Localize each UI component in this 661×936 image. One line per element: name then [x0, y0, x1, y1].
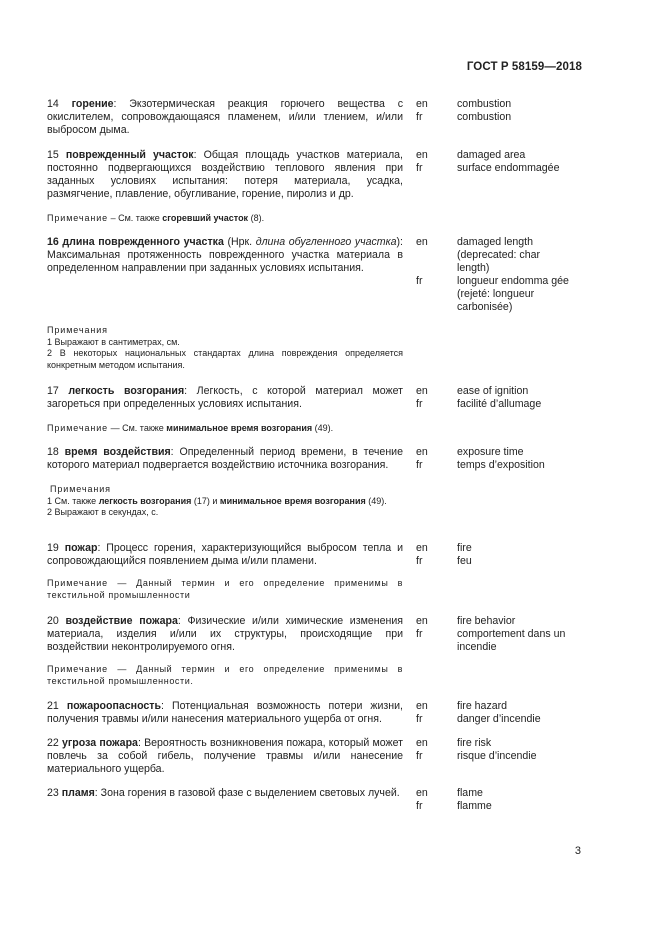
term-16-langs-fr: fr: [416, 275, 423, 287]
term-name: поврежденный участок: [65, 149, 194, 161]
term-number: 22: [47, 737, 59, 749]
note-15: Примечание – См. также сгоревший участок (8).: [47, 213, 265, 223]
term-name: пожароопасность: [66, 700, 162, 712]
term-16-langs: en: [416, 236, 428, 248]
term-18: [47, 446, 403, 472]
term-name: легкость возгорания: [68, 385, 185, 397]
term-14-equivalents: combustion combustion: [457, 98, 512, 123]
term-name: горение: [71, 98, 114, 110]
term-definition: : Вероятность возникновения пожара, который может повлечь за собой гибель, получение травмы и/или нанесение материального ущерба.: [47, 737, 403, 775]
term-definition: : Зона горения в газовой фазе с выделением световых лучей.: [94, 787, 400, 799]
term-name: пожар: [64, 542, 98, 554]
term-17: [47, 385, 403, 411]
term-21: [47, 700, 403, 726]
term-22-langs: en fr: [416, 737, 428, 762]
term-20-equivalents: fire behavior comportement dans un incendie: [457, 615, 566, 653]
term-name: пламя: [61, 787, 95, 799]
term-name: длина поврежденного участка: [62, 236, 224, 248]
term-23-equivalents: flame flamme: [457, 787, 492, 812]
term-15: [47, 149, 403, 201]
deprecated-term: длина обугленного участка: [255, 236, 397, 248]
term-19-equivalents: fire feu: [457, 542, 472, 567]
term-number: 23: [47, 787, 59, 799]
term-number: 17: [47, 385, 59, 397]
term-definition: : Процесс горения, характеризующийся выбросом тепла и сопровождающийся появлением дыма и/или пламени.: [47, 542, 403, 567]
term-17-langs: en fr: [416, 385, 428, 410]
term-14: [47, 98, 403, 137]
term-20-langs: en fr: [416, 615, 428, 640]
note-17: Примечание — См. также минимальное время возгорания (49).: [47, 423, 334, 433]
term-23-langs: en fr: [416, 787, 428, 812]
term-definition: : Легкость, с которой материал может загореться при определенных условиях испытания.: [47, 385, 403, 410]
term-number: 18: [47, 446, 59, 458]
term-19-langs: en fr: [416, 542, 428, 567]
term-23: [47, 787, 403, 800]
term-14-langs: en fr: [416, 98, 428, 123]
term-name: угроза пожара: [62, 737, 138, 749]
term-number: 15: [47, 149, 59, 161]
term-number: 21: [47, 700, 59, 712]
term-21-equivalents: fire hazard danger d’incendie: [457, 700, 541, 725]
term-16: 16 длина поврежденного участка (Нрк. длина обугленного участка): Максимальная протяженность поврежденного участка материала в определенном направлении при заданных условиях испытания.: [47, 236, 403, 274]
term-15-langs: en fr: [416, 149, 428, 174]
term-name: время воздействия: [64, 446, 171, 458]
term-22: [47, 737, 403, 776]
term-19: [47, 542, 403, 568]
note-18: Примечания 1 См. также легкость возгорания (17) и минимальное время возгорания (49). 2 Выражают в секундах, с.: [47, 484, 387, 517]
term-22-equivalents: fire risk risque d’incendie: [457, 737, 537, 762]
term-definition: : Экзотермическая реакция горючего вещества с окислителем, сопровождающаяся пламенем, и/или тлением, и/или выбросом дыма.: [47, 98, 403, 136]
note-16: Примечания 1 Выражают в сантиметрах, см. 2 В некоторых национальных стандартах длина повреждения определяется конкретным методом испытания.: [47, 325, 403, 370]
term-definition: : Потенциальная возможность потери жизни, получения травмы и/или нанесения материального ущерба от огня.: [47, 700, 403, 725]
term-21-langs: en fr: [416, 700, 428, 725]
term-20: [47, 615, 403, 654]
term-number: 14: [47, 98, 59, 110]
term-15-equivalents: damaged area surface endommagée: [457, 149, 560, 174]
term-number: 20: [47, 615, 59, 627]
term-16-equivalents-fr: longueur endomma gée (rejeté: longueur carbonisée): [457, 275, 569, 313]
standard-header: ГОСТ Р 58159—2018: [466, 61, 582, 73]
term-definition: : Физические и/или химические изменения материала, изделия и/или их структуры, происходящие при воздействии неконтролируемого огня.: [47, 615, 403, 653]
term-16-equivalents: damaged length (deprecated: char length): [457, 236, 541, 274]
term-definition: : Общая площадь участков материала, постоянно подвергающихся воздействию теплового явления при заданных условиях испытания: потеря материала, усадка, размягчение, плавление, обугливание, горение, пиролиз и др.: [47, 149, 403, 200]
term-number: 19: [47, 542, 59, 554]
page-number: 3: [574, 845, 581, 857]
term-18-equivalents: exposure time temps d’exposition: [457, 446, 545, 471]
term-name: воздействие пожара: [65, 615, 178, 627]
note-20: Примечание — Данный термин и его определение применимы в текстильной промышленности.: [47, 664, 403, 686]
term-18-langs: en fr: [416, 446, 428, 471]
term-definition: Максимальная протяженность поврежденного участка материала в определенном направлении при заданных условиях испытания.: [47, 249, 403, 274]
note-19: Примечание — Данный термин и его определение применимы в текстильной промышленности: [47, 578, 403, 600]
term-number: 16: [47, 236, 59, 248]
term-definition: : Определенный период времени, в течение которого материал подвергается воздействию источника возгорания.: [47, 446, 403, 471]
term-17-equivalents: ease of ignition facilité d’allumage: [457, 385, 542, 410]
